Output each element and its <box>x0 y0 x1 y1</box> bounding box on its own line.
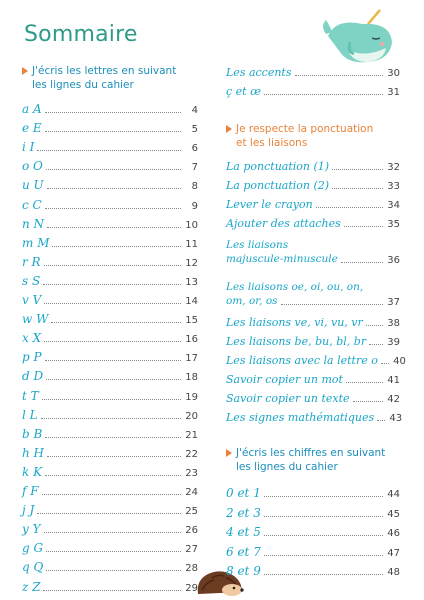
toc-entry-page: 25 <box>185 506 198 518</box>
toc-entry <box>226 354 406 367</box>
dotted-leader <box>264 496 383 497</box>
toc-entry-label: 8 et 9 <box>226 564 261 579</box>
toc-entry-page: 13 <box>185 276 198 288</box>
toc-entry-page: 16 <box>185 334 198 346</box>
toc-entry <box>226 316 400 329</box>
dotted-leader <box>377 420 385 421</box>
toc-entry-page: 38 <box>387 318 400 329</box>
toc-entry <box>226 545 400 559</box>
toc-entry <box>226 217 400 230</box>
toc-entry <box>22 140 198 154</box>
toc-entry-label: b B <box>22 426 43 441</box>
toc-entry-page: 10 <box>185 219 198 231</box>
toc-entry-page: 22 <box>185 448 198 460</box>
toc-entry-label: f F <box>22 484 39 498</box>
toc-entry-label: d D <box>22 369 44 384</box>
dotted-leader <box>381 363 389 364</box>
toc-entry <box>226 411 403 424</box>
toc-entry-label: 2 et 3 <box>226 505 261 520</box>
toc-entry-label: 6 et 7 <box>226 544 261 559</box>
toc-entry <box>22 446 198 460</box>
dotted-leader <box>264 574 383 575</box>
toc-entry <box>22 102 198 116</box>
toc-entry-label: Lever le crayon <box>226 198 313 211</box>
toc-entry <box>22 217 198 231</box>
dotted-leader <box>47 227 181 228</box>
dotted-leader <box>47 456 181 457</box>
toc-entry <box>22 236 198 250</box>
toc-entry-page: 6 <box>191 143 198 155</box>
toc-entry-label: h H <box>22 445 45 460</box>
dotted-leader <box>45 437 181 438</box>
toc-entry-label: r R <box>22 254 41 269</box>
dotted-leader <box>346 382 383 383</box>
toc-entry-page: 17 <box>185 353 198 365</box>
toc-entry-label: Les liaisons oe, oi, ou, on, <box>226 281 364 293</box>
toc-entry-label: j J <box>22 503 35 518</box>
toc-entry-label: k K <box>22 464 43 479</box>
toc-entry-page: 40 <box>393 356 406 367</box>
toc-entry-label: La ponctuation (2) <box>226 179 330 192</box>
toc-entry-page: 29 <box>185 582 198 594</box>
toc-entry-label: Savoir copier un texte <box>226 392 350 405</box>
toc-entry-label: w W <box>22 312 49 327</box>
dotted-leader <box>44 341 181 342</box>
toc-entry <box>22 465 198 479</box>
toc-entry-page: 43 <box>389 413 403 424</box>
dotted-leader <box>264 94 383 95</box>
toc-entry-page: 19 <box>185 391 198 403</box>
dotted-leader <box>332 169 383 170</box>
toc-entry-label: c C <box>22 197 42 212</box>
toc-entry-page: 5 <box>191 124 198 136</box>
toc-entry-label: Les signes mathématiques <box>226 411 375 424</box>
toc-entry <box>226 280 400 308</box>
toc-entry <box>22 427 198 441</box>
toc-entry <box>22 484 198 498</box>
dotted-leader <box>46 551 181 552</box>
toc-entry-page: 8 <box>191 181 198 193</box>
toc-entry-page: 48 <box>387 567 400 579</box>
arrow-icon <box>22 67 28 75</box>
dotted-leader <box>341 262 383 263</box>
toc-entry <box>22 369 198 383</box>
toc-entry-label: Les liaisons <box>226 239 289 251</box>
arrow-icon <box>226 125 232 133</box>
toc-entry-page: 18 <box>185 372 198 384</box>
toc-entry <box>22 350 198 364</box>
toc-entry <box>22 178 198 192</box>
dotted-leader <box>332 188 383 189</box>
toc-entry <box>226 335 400 348</box>
toc-entry <box>226 160 400 173</box>
toc-entry-label: Les liaisons avec la lettre o <box>226 354 378 367</box>
toc-entry-page: 21 <box>185 429 198 441</box>
toc-entry-page: 12 <box>185 257 198 269</box>
toc-entry-page: 31 <box>387 87 400 98</box>
toc-entry-page: 37 <box>387 297 400 308</box>
toc-entry-page: 34 <box>387 200 400 211</box>
toc-entry-label: l L <box>22 407 38 422</box>
toc-entry <box>226 238 400 266</box>
dotted-leader <box>44 303 181 304</box>
toc-entry-label: ç et œ <box>226 85 261 98</box>
toc-entry-page: 44 <box>387 489 400 500</box>
dotted-leader <box>46 570 181 571</box>
dotted-leader <box>51 322 181 323</box>
toc-entry-page: 15 <box>185 315 198 327</box>
dotted-leader <box>46 169 181 170</box>
toc-entry <box>22 255 198 269</box>
toc-entry-page: 30 <box>387 68 400 79</box>
toc-entry-label: y Y <box>22 522 41 537</box>
toc-entry <box>226 85 400 98</box>
toc-entry-label: x X <box>22 331 42 346</box>
toc-entry-label: La ponctuation (1) <box>226 160 330 173</box>
toc-entry <box>22 503 198 517</box>
toc-entry-page: 42 <box>387 394 400 405</box>
toc-entry-page: 9 <box>191 200 198 212</box>
dotted-leader <box>45 475 181 476</box>
toc-entry <box>226 506 400 520</box>
dotted-leader <box>43 284 181 285</box>
toc-entry-label: t T <box>22 388 39 403</box>
toc-entry-label: e E <box>22 121 42 136</box>
toc-entry <box>226 198 400 211</box>
toc-entry-label: v V <box>22 293 42 307</box>
dotted-leader <box>353 401 383 402</box>
toc-entry-page: 39 <box>387 337 400 348</box>
dotted-leader <box>344 226 383 227</box>
toc-entry <box>22 541 198 555</box>
toc-entry-label: z Z <box>22 579 41 594</box>
toc-entry-page: 24 <box>185 487 198 498</box>
toc-entry-label: o O <box>22 159 43 174</box>
toc-entry-label: n N <box>22 216 45 231</box>
dotted-leader <box>41 418 181 419</box>
dotted-leader <box>43 590 181 591</box>
toc-entry <box>22 312 198 326</box>
dotted-leader <box>52 246 181 247</box>
toc-entry-page: 20 <box>185 410 198 422</box>
toc-entry-page: 11 <box>185 238 198 250</box>
toc-entry-page: 41 <box>387 375 400 386</box>
toc-entry <box>226 179 400 192</box>
dotted-leader <box>264 516 383 517</box>
toc-entry-page: 45 <box>387 508 400 520</box>
dotted-leader <box>42 399 181 400</box>
dotted-leader <box>44 532 181 533</box>
toc-entry-label: p P <box>22 350 42 365</box>
dotted-leader <box>264 555 383 556</box>
toc-entry <box>22 560 198 574</box>
toc-entry-label: g G <box>22 541 44 556</box>
toc-entry-page: 27 <box>185 544 198 556</box>
dotted-leader <box>369 344 383 345</box>
dotted-leader <box>45 131 181 132</box>
toc-entry-page: 36 <box>387 255 400 266</box>
dotted-leader <box>37 513 181 514</box>
dotted-leader <box>45 112 181 113</box>
dotted-leader <box>316 207 383 208</box>
dotted-leader <box>45 208 181 209</box>
toc-entry <box>22 522 198 536</box>
toc-entry-page: 7 <box>191 162 198 174</box>
narwhal-illustration <box>318 8 400 70</box>
dotted-leader <box>37 150 181 151</box>
toc-entry-label: q Q <box>22 560 44 575</box>
toc-entry-page: 33 <box>387 181 400 192</box>
toc-entry-label: s S <box>22 273 41 288</box>
toc-entry <box>226 525 400 539</box>
section-title-digits: J'écris les chiffres en suivant les lignes du cahier <box>226 446 400 474</box>
toc-entry-label: m M <box>22 235 50 250</box>
dotted-leader <box>42 494 181 495</box>
section-title-punctuation: Je respecte la ponctuation et les liaisons <box>226 122 400 150</box>
arrow-icon <box>226 449 232 457</box>
toc-entry-label: Les liaisons ve, vi, vu, vr <box>226 316 363 329</box>
toc-entry-page: 14 <box>185 296 198 307</box>
toc-entry <box>226 66 400 79</box>
toc-entry <box>226 373 400 386</box>
toc-entry-label: u U <box>22 178 44 193</box>
dotted-leader <box>281 304 383 305</box>
toc-entry-label: 4 et 5 <box>226 525 261 540</box>
toc-entry <box>22 293 198 307</box>
toc-entry-page: 23 <box>185 467 198 479</box>
page-title: Sommaire <box>24 22 138 47</box>
toc-entry <box>22 389 198 403</box>
dotted-leader <box>47 188 181 189</box>
toc-entry-page: 32 <box>387 162 400 173</box>
toc-entry-label: 0 et 1 <box>226 486 261 500</box>
toc-entry <box>22 121 198 135</box>
section-title-letters: J'écris les lettres en suivant les lignes du cahier <box>22 64 198 92</box>
dotted-leader <box>264 535 383 536</box>
toc-entry <box>22 580 198 594</box>
toc-entry <box>226 564 400 578</box>
toc-entry-label: Les accents <box>226 66 292 79</box>
toc-entry <box>226 392 400 405</box>
toc-entry-page: 26 <box>185 525 198 537</box>
toc-entry-page: 4 <box>191 105 198 116</box>
toc-entry <box>22 198 198 212</box>
toc-entry-page: 28 <box>185 563 198 575</box>
toc-entry-page: 46 <box>387 528 400 540</box>
toc-entry <box>22 331 198 345</box>
toc-entry-label: majuscule-minuscule <box>226 253 338 265</box>
dotted-leader <box>295 75 384 76</box>
toc-entry-label: om, or, os <box>226 295 278 307</box>
toc-entry <box>226 486 400 500</box>
toc-entry-page: 35 <box>387 219 400 230</box>
toc-entry <box>22 408 198 422</box>
toc-entry-label: i I <box>22 140 35 155</box>
toc-entry <box>22 159 198 173</box>
dotted-leader <box>45 360 181 361</box>
toc-entry <box>22 274 198 288</box>
toc-entry-page: 47 <box>387 547 400 559</box>
dotted-leader <box>44 265 181 266</box>
dotted-leader <box>366 325 383 326</box>
toc-entry-label: Ajouter des attaches <box>226 217 341 230</box>
dotted-leader <box>46 379 181 380</box>
toc-entry-label: Les liaisons be, bu, bl, br <box>226 335 367 348</box>
toc-entry-label: a A <box>22 102 42 116</box>
toc-entry-label: Savoir copier un mot <box>226 373 343 386</box>
